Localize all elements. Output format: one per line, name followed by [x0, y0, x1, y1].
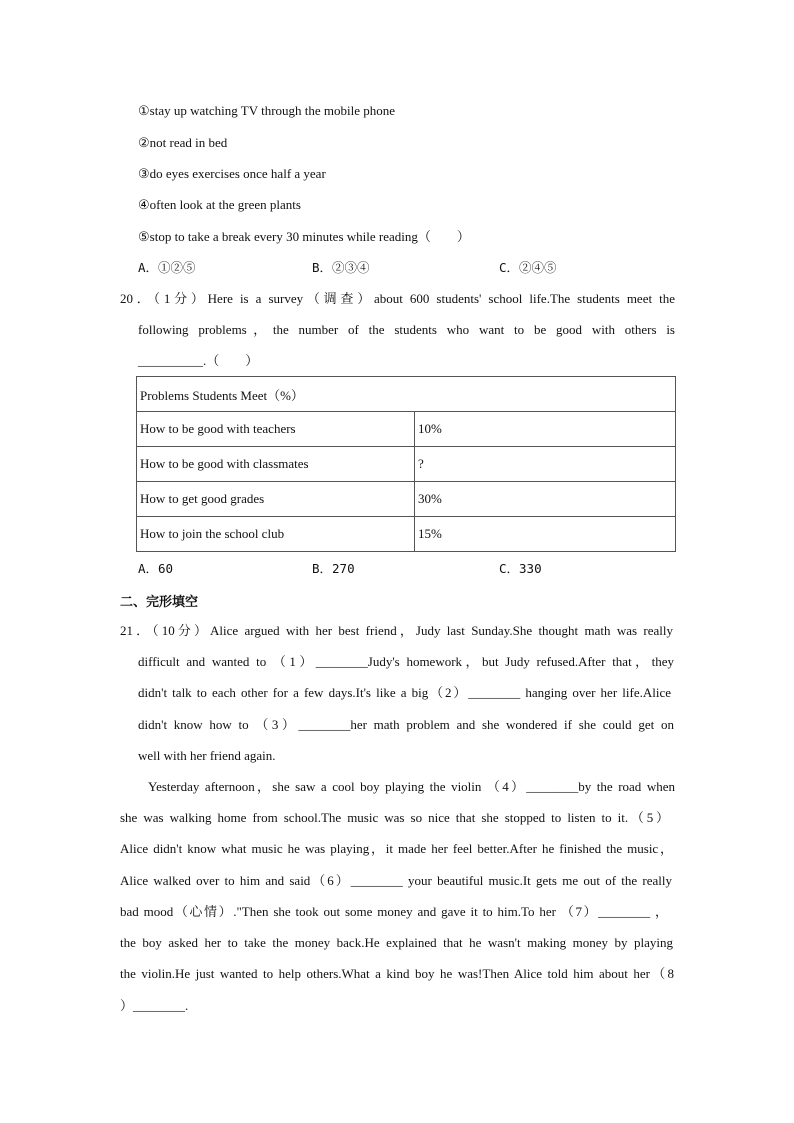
q20-line-1: 20．（1分）Here is a survey（调查）about 600 students' school life.The students meet the — [120, 291, 675, 306]
table-cell-percent: 15% — [415, 517, 676, 552]
q21-line-4: didn't know how to （3）________her math problem and she wondered if she could get on — [138, 717, 674, 732]
q21-line-1: 21．（10分）Alice argued with her best friend，Judy last Sunday.She thought math was really — [120, 623, 673, 638]
table-cell-problem: How to join the school club — [137, 517, 415, 552]
table-cell-problem: How to be good with teachers — [137, 412, 415, 447]
q19-option-c: C．②④⑤ — [499, 260, 557, 275]
q19-item-4: ④often look at the green plants — [138, 197, 301, 212]
q19-item-2: ②not read in bed — [138, 135, 228, 150]
survey-table — [136, 376, 676, 552]
q19-item-1: ①stay up watching TV through the mobile phone — [138, 103, 396, 118]
q21-line-7: she was walking home from school.The music was so nice that she stopped to listen to it.（5） — [120, 810, 669, 825]
table-row — [137, 412, 676, 447]
q21-line-10: bad mood（心情）."Then she took out some money and gave it to him.To her （7）________ ， — [120, 904, 668, 919]
q19-item-3: ③do eyes exercises once half a year — [138, 166, 326, 181]
q21-line-2: difficult and wanted to （1）________Judy's homework，but Judy refused.After that，they — [138, 654, 674, 669]
table-cell-problem: How to be good with classmates — [137, 447, 415, 482]
q21-line-13: ）________. — [120, 998, 189, 1013]
q21-line-11: the boy asked her to take the money back.He explained that he wasn't making money by playing — [120, 935, 673, 950]
table-header: Problems Students Meet（%） — [137, 377, 676, 412]
q20-line-2: following problems，the number of the students who want to be good with others is — [138, 322, 675, 337]
q21-line-3: didn't talk to each other for a few days.It's like a big（2）________ hanging over her life.Alice — [138, 685, 671, 700]
table-row — [137, 447, 676, 482]
q20-option-b: B．270 — [312, 561, 355, 576]
q19-option-a: A．①②⑤ — [138, 260, 196, 275]
q21-line-6: Yesterday afternoon，she saw a cool boy playing the violin （4）________by the road when — [148, 779, 675, 794]
q20-option-c: C．330 — [499, 561, 542, 576]
q21-line-9: Alice walked over to him and said（6）________ your beautiful music.It gets me out of the really — [120, 873, 672, 888]
table-cell-percent: 30% — [415, 482, 676, 517]
q21-line-5: well with her friend again. — [138, 748, 276, 763]
q19-option-b: B．②③④ — [312, 260, 370, 275]
section-heading: 二、完形填空 — [120, 595, 199, 610]
q20-line-3: __________.（ ） — [138, 353, 259, 368]
table-cell-percent: ? — [415, 447, 676, 482]
table-cell-percent: 10% — [415, 412, 676, 447]
q21-line-12: the violin.He just wanted to help others.What a kind boy he was!Then Alice told him about her（8 — [120, 966, 674, 981]
table-header-row — [137, 377, 676, 412]
q19-item-5: ⑤stop to take a break every 30 minutes while reading（ ） — [138, 229, 470, 244]
q20-option-a: A．60 — [138, 561, 174, 576]
table-cell-problem: How to get good grades — [137, 482, 415, 517]
q21-line-8: Alice didn't know what music he was playing，it made her feel better.After he finished the music， — [120, 841, 673, 856]
table-row — [137, 517, 676, 552]
table-row — [137, 482, 676, 517]
